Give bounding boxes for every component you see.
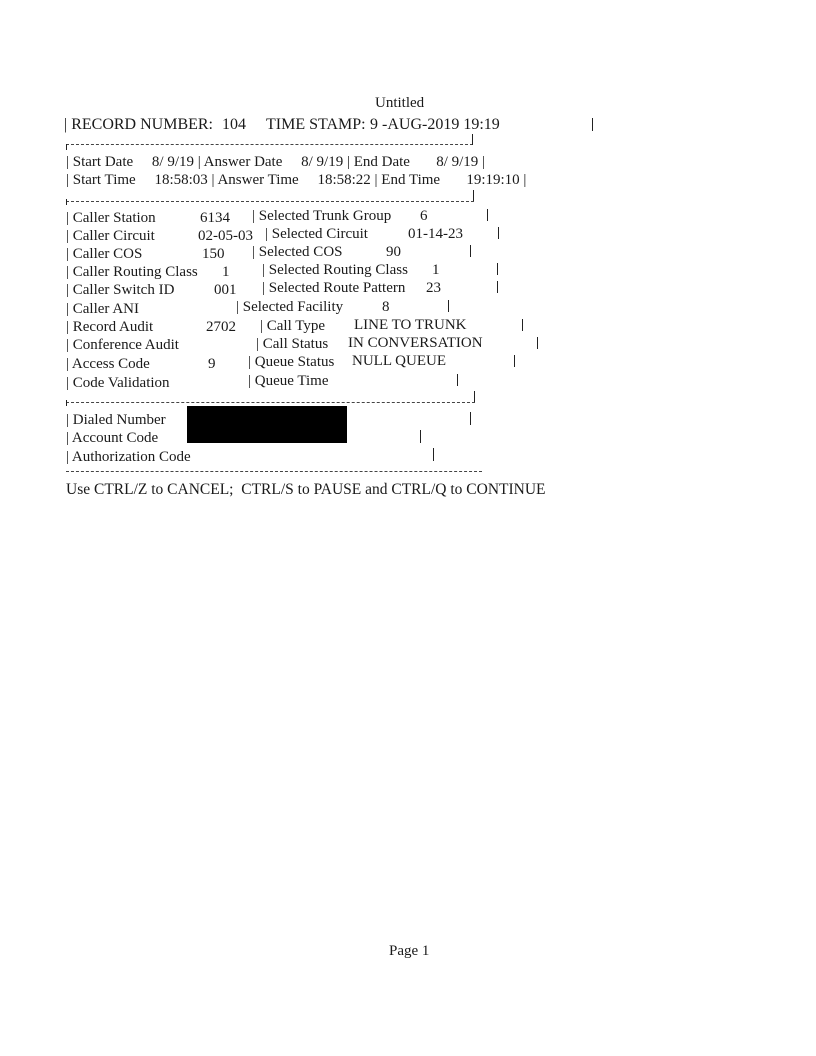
record-number-value: 104 [222,116,246,133]
divider-2-start [66,199,67,205]
divider-2 [66,201,474,202]
selected-route-label: | Selected Route Pattern [262,280,406,296]
dialed-end [470,412,471,425]
conference-audit-label: | Conference Audit [66,337,179,353]
start-time-row: | Start Time 18:58:03 | Answer Time 18:58:22 | End Time 19:19:10 | [66,172,527,188]
record-audit-value: 2702 [206,319,236,335]
divider-2-end [473,190,474,201]
row4-end [497,263,498,275]
caller-station-label: | Caller Station [66,210,156,226]
record-right-bar [592,118,593,131]
divider-3-end [474,391,475,402]
queue-status-value: NULL QUEUE [352,353,447,369]
selected-circuit-label: | Selected Circuit [265,226,368,242]
row3-end [470,245,471,257]
caller-cos-value: 150 [202,246,225,262]
selected-route-value: 23 [426,280,441,296]
caller-circuit-label: | Caller Circuit [66,228,155,244]
queue-status-label: | Queue Status [248,354,335,370]
code-validation-label: | Code Validation [66,375,170,391]
document-title: Untitled [375,95,425,111]
selected-trunk-value: 6 [420,208,428,224]
divider-1 [66,144,473,145]
divider-3 [66,402,475,403]
caller-cos-label: | Caller COS [66,246,143,262]
selected-routing-value: 1 [432,262,440,278]
timestamp-value: 9 -AUG-2019 19:19 [370,116,500,133]
selected-routing-label: | Selected Routing Class [262,262,408,278]
page-number: Page 1 [389,943,430,959]
selected-cos-value: 90 [386,244,401,260]
caller-routing-label: | Caller Routing Class [66,264,198,280]
row9-end [514,355,515,367]
timestamp-label: TIME STAMP: [266,116,366,133]
authorization-code-label: | Authorization Code [66,449,191,465]
caller-circuit-value: 02-05-03 [198,228,253,244]
auth-end [433,448,434,461]
caller-routing-value: 1 [222,264,230,280]
call-type-value: LINE TO TRUNK [354,317,467,333]
row8-end [537,337,538,349]
divider-1-end [472,134,473,145]
row1-end [487,209,488,221]
redaction-box [187,406,347,443]
selected-trunk-label: | Selected Trunk Group [252,208,392,224]
selected-facility-value: 8 [382,299,390,315]
call-status-value: IN CONVERSATION [348,335,483,351]
call-status-label: | Call Status [256,336,329,352]
selected-cos-label: | Selected COS [252,244,343,260]
selected-circuit-value: 01-14-23 [408,226,463,242]
caller-switch-label: | Caller Switch ID [66,282,175,298]
record-number-label: | RECORD NUMBER: [64,116,213,133]
call-type-label: | Call Type [260,318,326,334]
divider-1-start [66,144,67,150]
caller-station-value: 6134 [200,210,230,226]
row6-end [448,300,449,312]
row7-end [522,319,523,331]
divider-4 [66,471,482,472]
row10-end [457,374,458,386]
queue-time-label: | Queue Time [248,373,329,389]
record-audit-label: | Record Audit [66,319,154,335]
account-end [420,430,421,443]
caller-ani-label: | Caller ANI [66,301,139,317]
account-code-label: | Account Code [66,430,159,446]
divider-3-start [66,400,67,406]
access-code-label: | Access Code [66,356,150,372]
row2-end [498,227,499,239]
caller-switch-value: 001 [214,282,237,298]
dialed-number-label: | Dialed Number [66,412,166,428]
access-code-value: 9 [208,356,216,372]
row5-end [497,281,498,293]
start-date-row: | Start Date 8/ 9/19 | Answer Date 8/ 9/19 | End Date 8/ 9/19 | [66,154,486,170]
selected-facility-label: | Selected Facility [236,299,344,315]
instructions-text: Use CTRL/Z to CANCEL; CTRL/S to PAUSE and CTRL/Q to CONTINUE [66,481,546,498]
